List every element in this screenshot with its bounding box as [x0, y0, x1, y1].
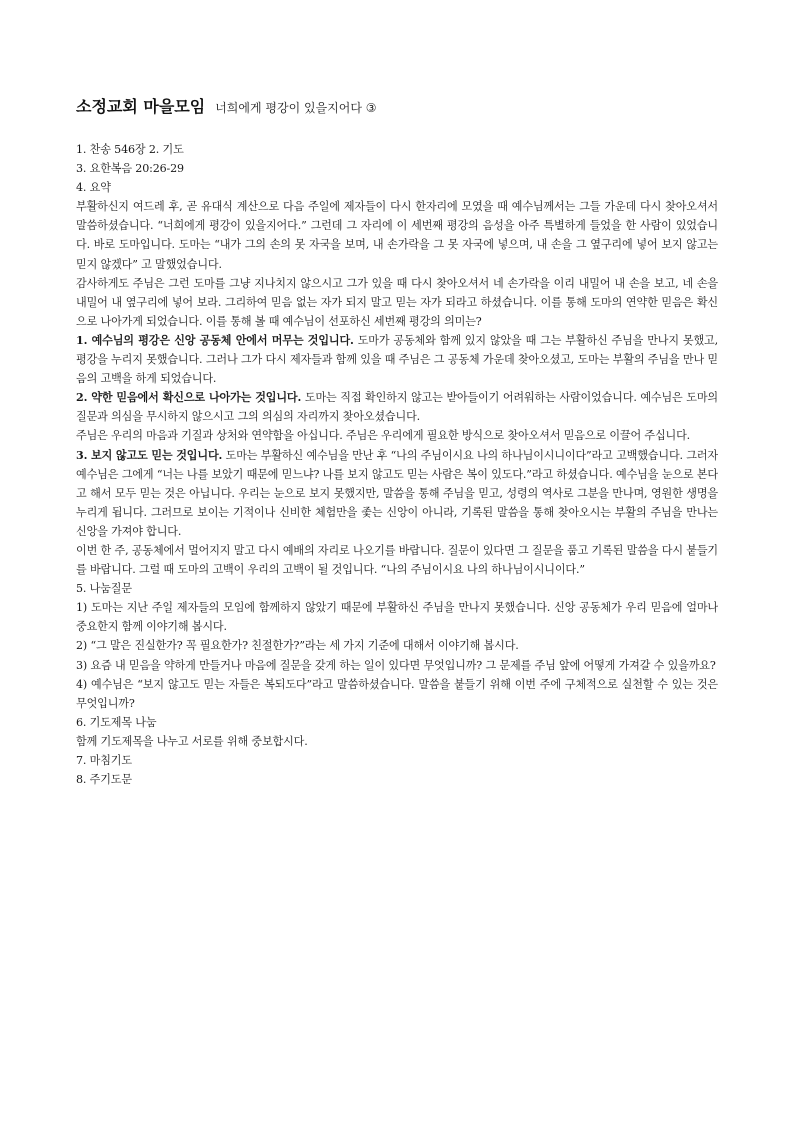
document-page [76, 94, 718, 789]
document-title: 소정교회 마을모임 [76, 97, 206, 116]
order-item-hymn-prayer: 1. 찬송 546장 2. 기도 [76, 143, 184, 156]
point-3-text: 도마는 부활하신 예수님을 만난 후 “나의 주님이시요 나의 하나님이시니이다”라고 고백했습니다. 그러자 예수님은 그에게 “너는 나를 보았기 때문에 믿느냐? 나를 보지 않고도 믿는 사람은 복이 있도다.”라고 하셨습니다. 예수님을 눈으로 본다고 해서 모두 믿는 것은 아닙니다. 우리는 눈으로 보지 못했지만, 말씀을 통해 주님을 믿고, 성령의 역사로 그분을 만나며, 영원한 생명을 누리게 됩니다. 그러므로 보이는 기적이나 신비한 체험만을 좇는 신앙이 아니라, 기록된 말씀을 통해 찾아오시는 부활의 주님을 만나는 신앙을 가져야 합니다. [76, 448, 718, 538]
point-2-heading: 2. 약한 믿음에서 확신으로 나아가는 것입니다. [76, 391, 302, 405]
sharing-question-4: 4) 예수님은 “보지 않고도 믿는 자들은 복되도다”라고 말씀하셨습니다. 말씀을 붙들기 위해 이번 주에 구체적으로 실천할 수 있는 것은 무엇입니까? [76, 677, 718, 710]
point-3-heading: 3. 보지 않고도 믿는 것입니다. [76, 448, 223, 462]
sharing-question-1: 1) 도마는 지난 주일 제자들의 모임에 함께하지 않았기 때문에 부활하신 주님을 만나지 못했습니다. 신앙 공동체가 우리 믿음에 얼마나 중요한지 함께 이야기해 봅시다. [76, 601, 718, 634]
sharing-question-2: 2) “그 말은 진실한가? 꼭 필요한가? 친절한가?”라는 세 가지 기준에 대해서 이야기해 봅시다. [76, 639, 519, 653]
document-body [76, 140, 718, 789]
title-row [76, 94, 718, 120]
point-2-text: 도마는 직접 확인하지 않고는 받아들이기 어려워하는 사람이었습니다. 예수님은 도마의 질문과 의심을 무시하지 않으시고 그의 의심의 자리까지 찾아오셨습니다. [76, 391, 718, 424]
point-1-heading: 1. 예수님의 평강은 신앙 공동체 안에서 머무는 것입니다. [76, 333, 354, 347]
point-1-paragraph [76, 331, 718, 388]
point-1-text: 도마가 공동체와 함께 있지 않았을 때 그는 부활하신 주님을 만나지 못했고, 평강을 누리지 못했습니다. 그러나 그가 다시 제자들과 함께 있을 때 주님은 그 공동체 가운데 찾아오셨고, 도마는 부활의 주님을 만나 믿음의 고백을 하게 되었습니다. [76, 333, 718, 386]
order-item-scripture: 3. 요한복음 20:26-29 [76, 162, 184, 176]
point-3-paragraph [76, 446, 718, 541]
order-item-lords-prayer: 8. 주기도문 [76, 773, 132, 787]
summary-paragraph-1: 부활하신지 여드레 후, 곧 유대식 계산으로 다음 주일에 제자들이 다시 한자리에 모였을 때 예수님께서는 그들 가운데 다시 찾아오셔서 말씀하셨습니다. “너희에게 평강이 있을지어다.” 그런데 그 자리에 이 세번째 평강의 음성을 아주 특별하게 들었을 한 사람이 있었습니다. 바로 도마입니다. 도마는 “내가 그의 손의 못 자국을 보며, 내 손가락을 그 못 자국에 넣으며, 내 손을 그 옆구리에 넣어 보지 않고는 믿지 않겠다” 고 말했었습니다. [76, 200, 718, 271]
closing-paragraph: 이번 한 주, 공동체에서 멀어지지 말고 다시 예배의 자리로 나오기를 바랍니다. 질문이 있다면 그 질문을 품고 기록된 말씀을 다시 붙들기를 바랍니다. 그럴 때 도마의 고백이 우리의 고백이 될 것입니다. “나의 주님이시요 나의 하나님이시니이다.” [76, 543, 718, 577]
order-item-sharing-heading: 5. 나눔질문 [76, 582, 132, 596]
sharing-question-3: 3) 요즘 내 믿음을 약하게 만들거나 마음에 질문을 갖게 하는 일이 있다면 무엇입니까? 그 문제를 주님 앞에 어떻게 가져갈 수 있을까요? [76, 658, 716, 672]
order-item-closing-prayer: 7. 마침기도 [76, 754, 132, 767]
point-2-paragraph [76, 388, 718, 426]
prayer-requests-text: 함께 기도제목을 나누고 서로를 위해 중보합시다. [76, 734, 308, 748]
order-item-prayer-requests: 6. 기도제목 나눔 [76, 715, 157, 729]
document-subtitle: 너희에게 평강이 있을지어다 ③ [215, 101, 377, 115]
point-2-followup: 주님은 우리의 마음과 기질과 상처와 연약함을 아십니다. 주님은 우리에게 필요한 방식으로 찾아오셔서 믿음으로 이끌어 주십니다. [76, 429, 691, 443]
summary-paragraph-2: 감사하게도 주님은 그런 도마를 그냥 지나치지 않으시고 그가 있을 때 다시 찾아오셔서 네 손가락을 이리 내밀어 내 손을 보고, 네 손을 내밀어 내 옆구리에 넣어 보라. 그리하여 믿음 없는 자가 되지 말고 믿는 자가 되라고 하셨습니다. 이를 통해 도마의 연약한 믿음은 확신으로 나아가게 되었습니다. 이를 통해 볼 때 예수님이 선포하신 세번째 평강의 의미는? [76, 276, 718, 328]
order-item-summary-heading: 4. 요약 [76, 181, 111, 195]
